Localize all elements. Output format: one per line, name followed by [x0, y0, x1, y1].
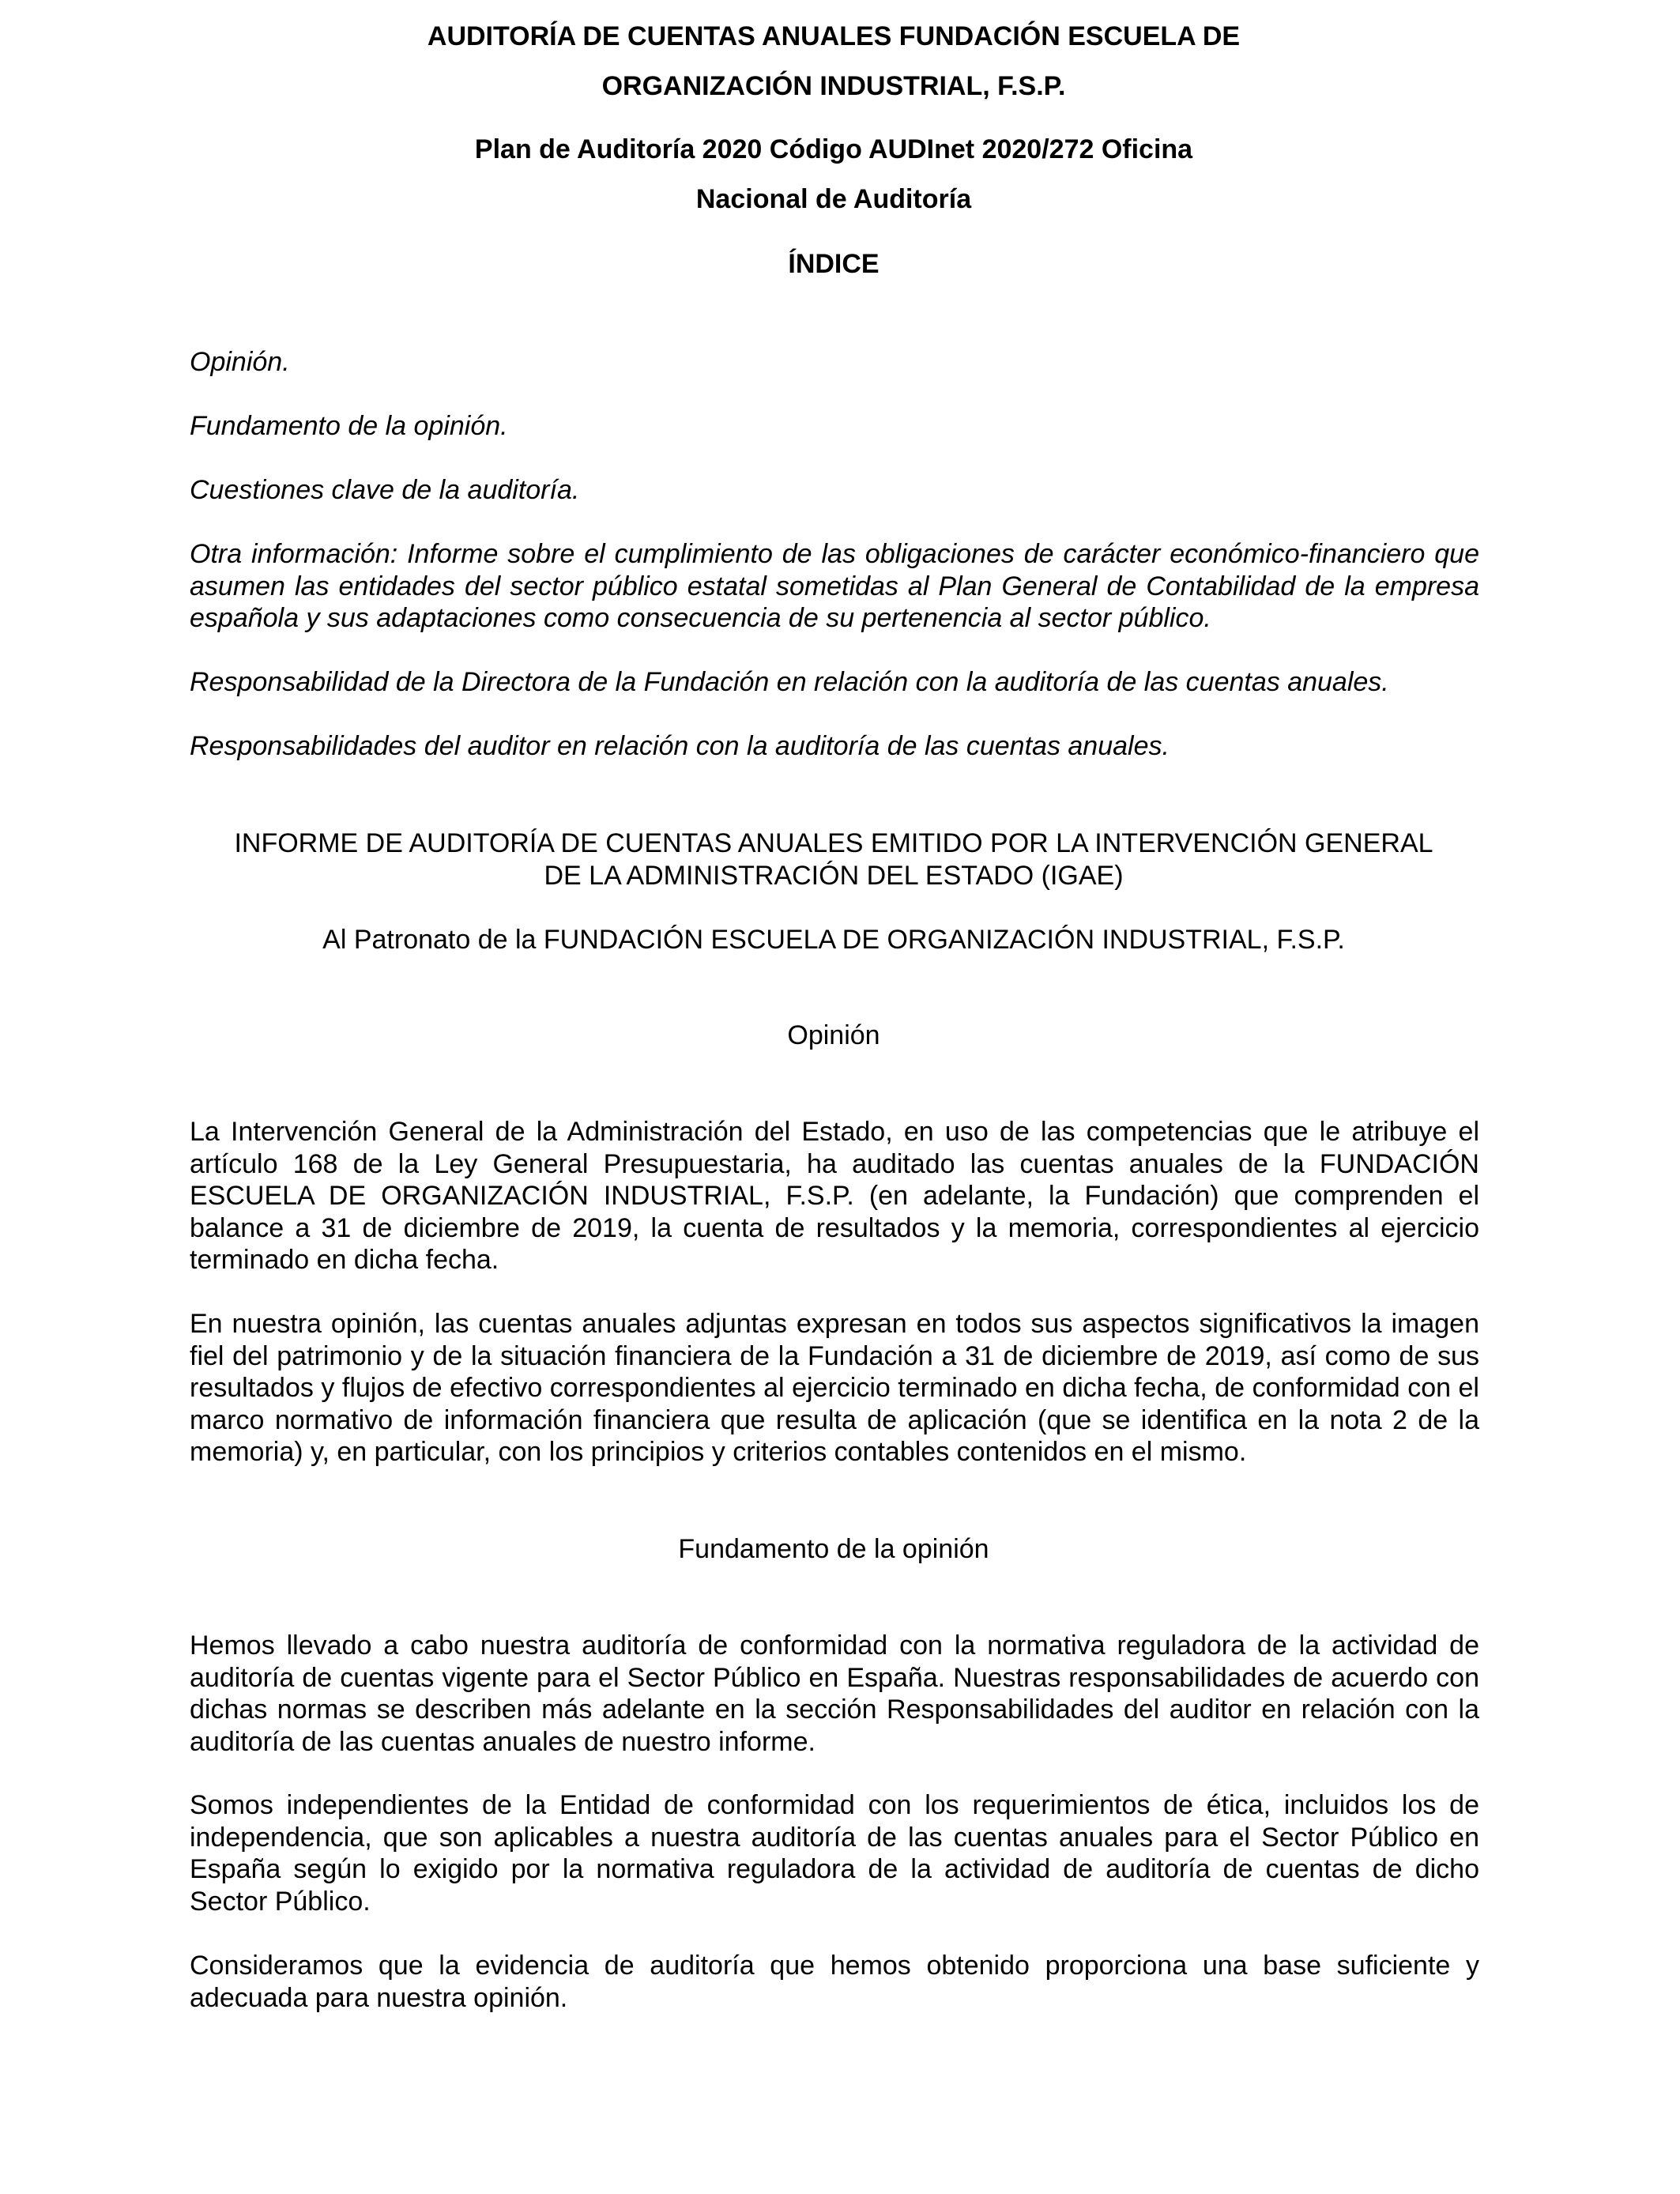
index-item-director-responsibility: Responsabilidad de la Directora de la Fundación en relación con la auditoría de las cuentas anuales.	[190, 667, 1389, 697]
basis-paragraph-2: Somos independientes de la Entidad de conformidad con los requerimientos de ética, incluidos los de independencia, que son aplicables a nuestra auditoría de las cuentas anuales para el Sector Público en España según lo exigido por la normativa reguladora de la actividad de auditoría de cuentas de dicho Sector Público.	[190, 1790, 1479, 1917]
index-title: ÍNDICE	[788, 249, 880, 279]
index-item-other-information: Otra información: Informe sobre el cumplimiento de las obligaciones de carácter económico-financiero que asumen las entidades del sector público estatal sometidas al Plan General de Contabilidad de la empresa española y sus adaptaciones como consecuencia de su pertenencia al sector público.	[190, 539, 1479, 633]
opinion-paragraph-2: En nuestra opinión, las cuentas anuales adjuntas expresan en todos sus aspectos significativos la imagen fiel del patrimonio y de la situación financiera de la Fundación a 31 de diciembre de 2019, así como de sus resultados y flujos de efectivo correspondientes al ejercicio terminado en dicha fecha, de conformidad con el marco normativo de información financiera que resulta de aplicación (que se identifica en la nota 2 de la memoria) y, en particular, con los principios y criterios contables contenidos en el mismo.	[190, 1309, 1479, 1467]
index-item-opinion: Opinión.	[190, 347, 290, 377]
basis-heading: Fundamento de la opinión	[678, 1534, 989, 1564]
report-addressee: Al Patronato de la FUNDACIÓN ESCUELA DE ORGANIZACIÓN INDUSTRIAL, F.S.P.	[322, 925, 1345, 955]
audit-plan-line-1: Plan de Auditoría 2020 Código AUDInet 2020/272 Oficina	[474, 134, 1193, 164]
audit-plan-line-2: Nacional de Auditoría	[695, 184, 972, 214]
report-title-line-2: DE LA ADMINISTRACIÓN DEL ESTADO (IGAE)	[544, 861, 1124, 891]
document-title-line-2: ORGANIZACIÓN INDUSTRIAL, F.S.P.	[601, 71, 1066, 101]
index-item-basis: Fundamento de la opinión.	[190, 411, 508, 441]
opinion-heading: Opinión	[787, 1020, 880, 1050]
index-item-key-matters: Cuestiones clave de la auditoría.	[190, 475, 580, 505]
document-title-line-1: AUDITORÍA DE CUENTAS ANUALES FUNDACIÓN ESCUELA DE	[427, 21, 1241, 51]
basis-paragraph-3: Consideramos que la evidencia de auditoría que hemos obtenido proporciona una base suficiente y adecuada para nuestra opinión.	[190, 1951, 1479, 2013]
report-title-line-1: INFORME DE AUDITORÍA DE CUENTAS ANUALES EMITIDO POR LA INTERVENCIÓN GENERAL	[234, 828, 1433, 858]
opinion-paragraph-1: La Intervención General de la Administración del Estado, en uso de las competencias que le atribuye el artículo 168 de la Ley General Presupuestaria, ha auditado las cuentas anuales de la FUNDACIÓN ESCUELA DE ORGANIZACIÓN INDUSTRIAL, F.S.P. (en adelante, la Fundación) que comprenden el balance a 31 de diciembre de 2019, la cuenta de resultados y la memoria, correspondientes al ejercicio terminado en dicha fecha.	[190, 1117, 1479, 1275]
basis-paragraph-1: Hemos llevado a cabo nuestra auditoría de conformidad con la normativa reguladora de la actividad de auditoría de cuentas vigente para el Sector Público en España. Nuestras responsabilidades de acuerdo con dichas normas se describen más adelante en la sección Responsabilidades del auditor en relación con la auditoría de las cuentas anuales de nuestro informe.	[190, 1630, 1479, 1757]
index-item-auditor-responsibility: Responsabilidades del auditor en relación con la auditoría de las cuentas anuales.	[190, 731, 1170, 761]
